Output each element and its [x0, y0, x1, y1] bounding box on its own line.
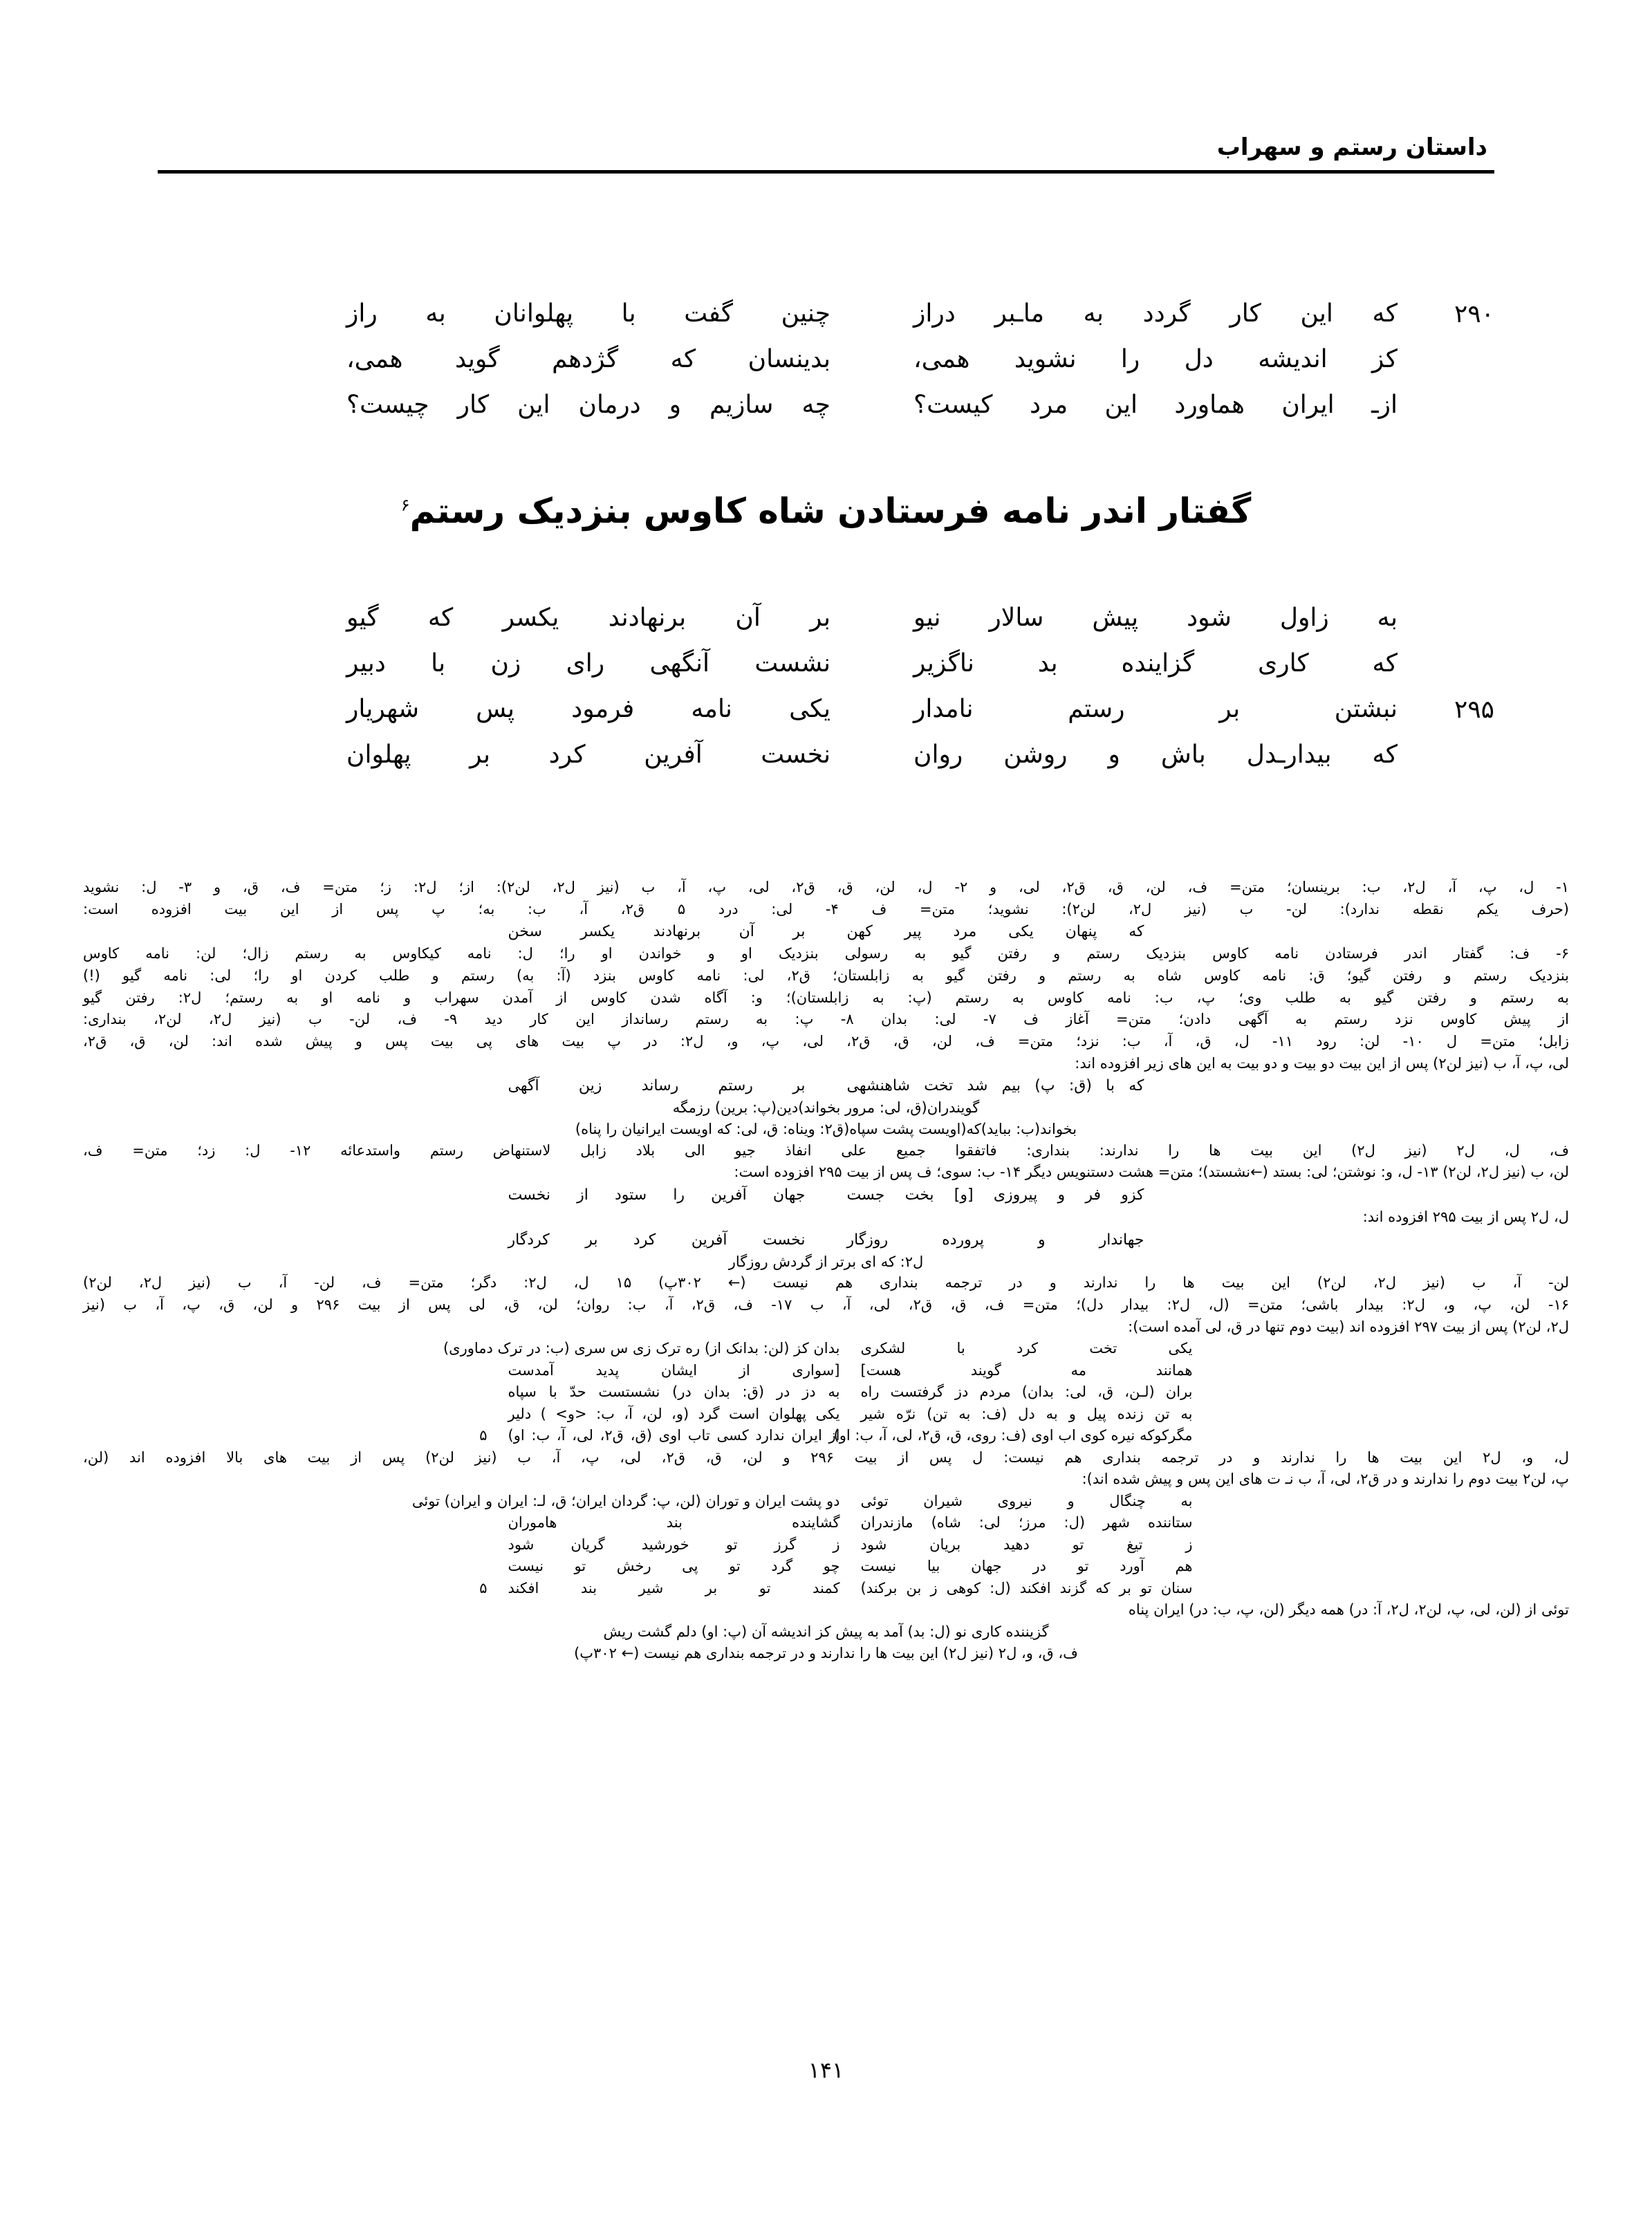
quoted-verse-column-left — [833, 1338, 1193, 1447]
inset-couplet — [83, 1074, 1569, 1097]
hemistich-a-text: بدینسان که گژدهم گوید همی، — [346, 345, 830, 373]
apparatus-note: توئی از (لن، لی، پ، لن۲، ل۲، آ: در) همه دیگر (لن، پ، ب: در) ایران پناه — [1128, 1601, 1569, 1619]
quoted-verse-line: ز گرز تو خورشید گریان شود — [508, 1536, 840, 1553]
hemistich-a: چه سازیم و درمان این کار چیست؟ — [346, 391, 830, 419]
quoted-verse-line: چو گرد تو پی رخش تو نیست — [508, 1558, 840, 1575]
apparatus-note: ۱۶- لن، پ، و، ل۲: بیدار باشی؛ متن= (ل، ل۲: بیدار دل)؛ متن= ف، ق، ق۲، لی، آ، ب ۱۷- ف، ق۲، آ، ب: روان؛ لن، ق، لی پس از بیت ۲۹۶ و لن، ق، پ، آ، ب (نیز — [83, 1296, 1569, 1313]
hemistich-a: بر آن برنهادند یکسر که گیو — [346, 604, 830, 632]
quoted-verse-line: بدان کز (لن: بدانک از) ره ترک زی س سری (ب: در ترک دماوری) — [443, 1340, 840, 1357]
verse-block-1 — [158, 299, 1494, 436]
apparatus-note: پ، لن۲ بیت دوم را ندارند و در ق۲، لی، آ، ب نـ ت های این پس و پیش شده اند): — [1082, 1471, 1569, 1488]
inset-verse-variant: ل۲: که ای برتر از گردش روزگار — [728, 1253, 924, 1270]
verse-line — [158, 390, 1494, 436]
hemistich-b: که کاری گزاینده بد ناگزیر — [913, 649, 1398, 678]
running-head-title: داستان رستم و سهراب — [1216, 133, 1487, 161]
apparatus-note: ۱- ل، پ، آ، ل۲، ب: برینسان؛ متن= ف، لن، ق، ق۲، لی، و ۲- ل، لن، ق، ق۲، لی، پ، آ، ب (نیز ل۲، لن۲): از؛ ل۲: ز؛ متن= ف، ق، و ۳- ل: نشوید — [83, 879, 1570, 895]
section-heading-footnote-marker: ۶ — [400, 495, 410, 515]
inset-couplet — [83, 920, 1569, 943]
apparatus-note: ل، ل۲ پس از بیت ۲۹۵ افزوده اند: — [1362, 1208, 1569, 1225]
quoted-verse-line: از ایران ندارد کسی تاب اوی (ق، ق۲، لی، آ، ب: او) — [508, 1427, 840, 1444]
inset-hemistich-a: نخست آفرین کرد بر کردگار — [508, 1231, 806, 1249]
quoted-verse-line: به تن زنده پیل و به دل (ف: به تن) نرّه شیر — [860, 1405, 1193, 1422]
section-heading-text: گفتار اندر نامه فرستادن شاه کاوس بنزدیک رستم — [409, 491, 1252, 531]
apparatus-note: لن، ب (نیز ل۲، لن۲) ۱۳- ل، و: نوشتن؛ لی: بستد (←نشستد)؛ متن= هشت دستنویس دیگر ۱۴- ب: سوی؛ ف پس از بیت ۲۹۵ افزوده است: — [734, 1164, 1569, 1181]
quoted-verse-line: ز تیغ تو دهید بریان شود — [860, 1536, 1193, 1553]
quoted-verse-line: دو پشت ایران و توران (لن، پ: گردان ایران؛ ق، لـ: ایران و ایران) توئی — [411, 1492, 840, 1509]
verse-line — [158, 344, 1494, 390]
quoted-verse-line-number: ۵ — [479, 1427, 488, 1444]
apparatus-note: لی، پ، آ، ب (نیز لن۲) پس از این بیت دو بیت و دو بیت به این های زیر افزوده اند: — [1075, 1054, 1569, 1072]
apparatus-note: ف، ل، ل۲ (نیز ل۲) این بیت ها را ندارند: بنداری: فاتفقوا جمیع علی انفاذ جیو الی بلاد زابل لاستنهاض رستم واستدعائه ۱۲- ل: زد؛ متن= ف، — [83, 1142, 1569, 1159]
apparatus-note: ل، و، ل۲ این بیت ها را ندارند و در ترجمه بنداری هم نیست: ل پس از بیت ۲۹۶ و لن، ق، ق۲، لی، پ، آ، ب (نیز لن۲) پس از بیت های بالا افزوده اند (لن، — [83, 1448, 1569, 1466]
inset-verse-variant: گویندران(ق، لی: مرور بخواند)دین(پ: برین) رزمگه — [672, 1099, 980, 1117]
section-heading — [158, 492, 1494, 530]
quoted-verse-line: به چنگال و نیروی شیران توئی — [860, 1492, 1193, 1509]
hemistich-b — [913, 344, 1398, 374]
apparatus-note: به رستم و رفتن گیو به طلب وی؛ پ، ب: نامه کاوس به رستم (پ: به زابلستان)؛ و: آگاه شدن کاوس از آمدن سهراب و نامه او به رستم؛ ل۲: رفتن گیو — [83, 989, 1569, 1006]
apparatus-note: ل۲، لن۲) پس از بیت ۲۹۷ افزوده اند (بیت دوم تنها در ق، لی آمده است): — [1128, 1318, 1569, 1335]
inset-hemistich-a: بر رستم رساند زین آگهی — [508, 1077, 806, 1095]
verse-block-2 — [158, 603, 1494, 785]
quoted-verse-line: یکی تخت کرد با لشکری — [860, 1340, 1193, 1357]
critical-apparatus — [83, 877, 1569, 1664]
verse-line — [158, 299, 1494, 344]
apparatus-note: لن- آ، ب (نیز ل۲، لن۲) این بیت ها را ندارند و در ترجمه بنداری هم نیست (← ۳۰۲پ) ۱۵ ل، ل۲: دگر؛ متن= ف، لن- آ، ب (نیز ل۲، لن۲) — [83, 1274, 1570, 1292]
quoted-verse-line: کمند تو بر شیر بند افکند — [508, 1579, 840, 1596]
hemistich-b: که این کار گردد به ماـبر دراز — [913, 299, 1398, 328]
quoted-verse-line: بران (لـن، ق، لی: بدان) مردم دز گرفتست راه — [860, 1383, 1193, 1401]
folio-number: ۱۴۱ — [808, 2057, 844, 2083]
hemistich-b: نبشتن بر رستم نامدار — [913, 695, 1398, 723]
verse-line — [158, 603, 1494, 649]
quoted-verse-line: سنان تو بر که گزند افکند (ل: کوهی ز بن برکند) — [860, 1579, 1193, 1596]
inset-hemistich-b: جهاندار و پرورده روزگار — [846, 1231, 1144, 1249]
apparatus-note: ف، ق، و، ل۲ (نیز ل۲) این بیت ها را ندارند و در ترجمه بنداری هم نیست (← ۳۰۲پ) — [574, 1644, 1078, 1661]
inset-hemistich-a: بر آن برنهادند یکسر سخن — [508, 923, 806, 941]
quoted-verse-line: همانند مه گویند هست] — [860, 1361, 1193, 1379]
apparatus-note: از پیش کاوس نزد رستم به آگهی دادن؛ متن= آغاز ف ۷- لی: بدان ۸- پ: به رستم رسانداز این کار دید ۹- ف، لن- ب (نیز ل۲، لن۲، بنداری: — [83, 1011, 1569, 1028]
apparatus-note: گزیننده کاری نو (ل: بد) آمد به پیش کز اندیشه آن (پ: او) دلم گشت ریش — [603, 1623, 1049, 1641]
hemistich-a — [346, 344, 830, 374]
hemistich-b: ازـ ایران هماورد این مرد کیست؟ — [913, 391, 1398, 419]
hemistich-a: نخست آفرین کرد بر پهلوان — [346, 740, 830, 769]
quoted-verse-line: [سواری از ایشان پدید آمدست — [508, 1361, 840, 1379]
hemistich-a: نشست آنگهی رای زن با دبیر — [346, 649, 830, 678]
quoted-verse-line: مگرکوکه نیره کوی اب اوی (ف: روی، ق، ق۲، لی، آ، ب: او) — [833, 1427, 1193, 1444]
apparatus-note: بخواند(ب: بباید)که(اویست پشت سپاه(ق۲: ویناه: ق، لی: که اویست ایرانیان را پناه) — [575, 1120, 1077, 1137]
quoted-verse-line: به دز در (ق: بدان در) نشستست حدّ با سپاه — [508, 1383, 840, 1401]
apparatus-note: زابل؛ متن= ل ۱۰- لن: رود ۱۱- ل، ق، آ، ب: نزد؛ متن= ف، لن، ق، ق۲، لی، پ، و، ل۲: در پ بیت های پی بیت پس و پیش شده اند: لن، ق، ق۲، — [83, 1032, 1570, 1050]
apparatus-note: بنزدیک رستم و رفتن گیو؛ ق: نامه کاوس شاه به رستم و رفتن گیو به زابلستان؛ ق۲، لی: نامه کاوس بنزد (آ: به) رستم و طلب کردن او را؛ لی: نامه گیو (!) — [83, 967, 1569, 984]
quoted-verse-line: هم آورد تو در جهان بیا نیست — [860, 1558, 1193, 1575]
running-head-container — [158, 133, 1494, 174]
inset-couplet — [83, 1229, 1569, 1251]
quoted-verse-column-right — [443, 1338, 840, 1447]
inset-couplet — [83, 1184, 1569, 1206]
hemistich-b: به زاول شود پیش سالار نیو — [913, 604, 1398, 632]
inset-hemistich-b: که با (ق: پ) بیم شد تخت شاهنشهی — [846, 1077, 1144, 1095]
quoted-verse-column-right — [411, 1491, 840, 1600]
apparatus-note: (حرف یکم نقطه ندارد): لن- ب (نیز ل۲، لن۲): نشوید؛ متن= ف ۴- لی: درد ۵ ق۲، آ، ب: به؛ پ پس از این بیت افزوده است: — [83, 900, 1569, 917]
quoted-verse-line: گشاینده بند هاموران — [508, 1514, 840, 1531]
inset-hemistich-a: جهان آفرین را ستود از نخست — [508, 1186, 806, 1204]
hemistich-a: یکی نامه فرمود پس شهریار — [346, 695, 830, 723]
header-rule — [158, 170, 1494, 174]
hemistich-b-text: کز اندیشه دل را نشوید همی، — [913, 345, 1398, 373]
quoted-verse-line: ستاننده شهر (ل: مرز؛ لی: شاه) مازندران — [860, 1514, 1193, 1531]
quoted-verse-line: یکی پهلوان است گرد (و، لن، آ، ب: <و> ) دلیر — [508, 1405, 840, 1422]
verse-line — [158, 649, 1494, 694]
quoted-verse-group — [83, 1338, 1569, 1447]
verse-number: ۲۹۵ — [1454, 696, 1494, 724]
apparatus-note: ۶- ف: گفتار اندر فرستادن نامه کاوس بنزدیک رستم و رفتن گیو به رسولی بنزدیک او و خواندن او را؛ ل: نامه کیکاوس به رستم زال؛ لن: نامه کاوس — [83, 945, 1569, 962]
hemistich-a: چنین گفت با پهلوانان به راز — [346, 299, 830, 328]
inset-hemistich-b: که پنهان یکی مرد پیر کهن — [846, 923, 1144, 941]
verse-line — [158, 694, 1494, 740]
verse-line — [158, 740, 1494, 785]
verse-number: ۲۹۰ — [1454, 300, 1494, 328]
inset-hemistich-b: کزو فر و پیروزی [و] بخت جست — [846, 1186, 1144, 1204]
quoted-verse-line-number: ۵ — [479, 1579, 488, 1596]
quoted-verse-column-left — [861, 1491, 1193, 1600]
quoted-verse-group — [83, 1491, 1569, 1600]
hemistich-b: که بیدارـدل باش و روشن روان — [913, 740, 1398, 769]
